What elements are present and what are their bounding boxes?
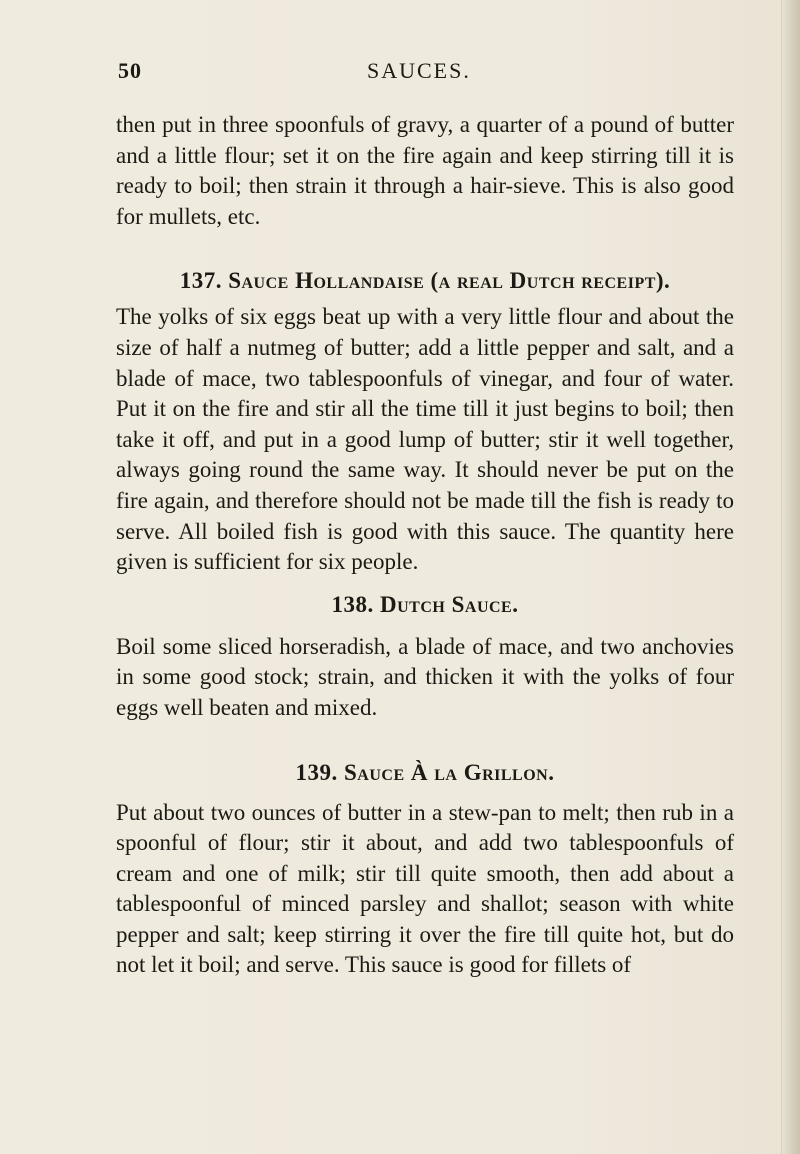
page-body bbox=[116, 110, 734, 981]
recipe-text-139: Put about two ounces of butter in a stew-pan to melt; then rub in a spoonful of flour; stir it about, and add two tablespoonfuls of cream and one of milk; stir till quite smooth, then add about a tablespoonful of minced parsley and shallot; season with white pepper and salt; keep stirring it over the fire till quite hot, but do not let it boil; and serve. This sauce is good for fillets of bbox=[116, 799, 734, 978]
recipe-heading-137: 137. Sauce Hollandaise (a real Dutch receipt). bbox=[179, 268, 671, 294]
recipe-text-138: Boil some sliced horseradish, a blade of mace, and two anchovies in some good stock; strain, and thicken it with the yolks of four eggs well beaten and mixed. bbox=[116, 633, 734, 720]
recipe-text-137: The yolks of six eggs beat up with a very little flour and about the size of half a nutmeg of butter; add a little pepper and salt, and a blade of mace, two tablespoonfuls of vinegar, and four of water. Put it on the fire and stir all the time till it just begins to boil; then take it off, and put in a good lump of butter; stir it well together, always going round the same way. It should never be put on the fire again, and therefore should not be made till the fish is ready to serve. All boiled fish is good with this sauce. The quantity here given is sufficient for six people. bbox=[116, 304, 734, 575]
running-header bbox=[0, 58, 760, 92]
continued-paragraph: then put in three spoonfuls of gravy, a quarter of a pound of butter and a little flour; set it on the fire again and keep stirring till it is ready to boil; then strain it through a hair-sieve. This is also good for mullets, etc. bbox=[116, 112, 734, 229]
recipe-heading-139: 139. Sauce À la Grillon. bbox=[295, 759, 555, 785]
page-number: 50 bbox=[118, 58, 142, 83]
recipe-heading-138: 138. Dutch Sauce. bbox=[331, 591, 519, 617]
page-edge bbox=[781, 0, 800, 1154]
running-title: SAUCES. bbox=[367, 58, 471, 83]
